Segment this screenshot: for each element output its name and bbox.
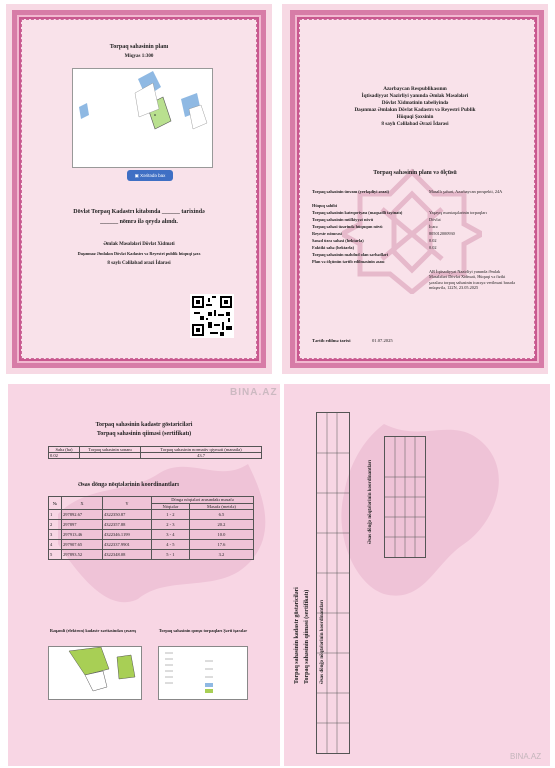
coords-title: Əsas döngə nöqtələrinin koordinantları <box>78 482 179 488</box>
header-line: Dövlət Xidmətinin tabeliyində <box>381 100 449 106</box>
table-row <box>49 540 254 550</box>
coords-header: Nöqtələr <box>152 503 190 510</box>
coords-cell: 20.2 <box>189 520 253 530</box>
table-row <box>49 550 254 560</box>
coords-cell: 2 <box>49 520 62 530</box>
registry-line-1: Dövlət Torpaq Kadastrı kitabında ______ tarixində <box>73 209 205 215</box>
side-table-grid <box>385 437 425 557</box>
coords-cell: 4 <box>49 540 62 550</box>
qr-code[interactable] <box>190 294 234 338</box>
page4-title-2: Torpaq sahəsinin qiiməsi (sertifikatı) <box>304 589 310 684</box>
field-value: Masallı şəhəri, Azərbaycan prospekti, 24A <box>429 189 503 194</box>
coords-cell: 4 - 5 <box>152 540 190 550</box>
field-label: Torpaq sahəsi üzərində hüququn növü <box>312 224 383 229</box>
registry-line-2: ______ nömrə ilə qeydə alındı. <box>100 219 178 225</box>
plan-map <box>72 68 213 168</box>
digital-map-drawing <box>49 647 141 699</box>
coords-cell: 10.0 <box>189 530 253 540</box>
header-line: 8 saylı Cəlilabad Ərazi İdarəsi <box>381 121 449 127</box>
coords-cell: 297893.52 <box>62 550 103 560</box>
coords-cell: 1 - 2 <box>152 510 190 520</box>
digital-map <box>48 646 142 700</box>
certificate-page-4 <box>284 384 550 766</box>
site-watermark: BINA.AZ <box>230 387 278 398</box>
plan-scale: Miqyas 1:300 <box>124 54 154 59</box>
coords-cell: 3 - 4 <box>152 530 190 540</box>
coords-header: Məsafə (metrlə) <box>189 503 253 510</box>
area-header: Torpaq sahəsinin normativ qiyməti (manatla) <box>141 447 262 453</box>
field-value: İcarə <box>429 224 438 229</box>
header-line: Daşınmaz Əmlakın Dövlət Kadastrı və Reyestri Publik <box>354 107 476 113</box>
view-map-label: Xəritədə bax <box>140 173 166 178</box>
field-value: 805012000930 <box>429 231 455 236</box>
plan-map-drawing <box>73 69 212 167</box>
signatory-line-3: 8 saylı Cəlilabad ərazi İdarəsi <box>107 261 171 266</box>
corner-watermark: BINA.AZ <box>510 752 542 761</box>
coords-cell: 297913.46 <box>62 530 103 540</box>
table-row <box>49 520 254 530</box>
field-value: Yaşayış məntəqələrinin torpaqları <box>429 210 487 215</box>
page-gap <box>0 377 555 380</box>
field-label: Torpaq sahəsinin ünvanı (yerləşdiyi ərazi) <box>312 189 389 194</box>
header-line: İqtisadiyyat Nazirliyi yanında Əmlak Məsələləri <box>361 93 469 99</box>
header-line: Azərbaycan Respublikasının <box>383 86 447 92</box>
certificate-page-1 <box>6 4 272 374</box>
area-header: Torpaq sahəsinin sonanı <box>80 447 141 453</box>
certificate-title: Torpaq sahəsinin qiiməsi (sertifikatı) <box>96 431 192 437</box>
coords-cell: 4322357.88 <box>103 520 152 530</box>
plan-title: Torpaq sahəsinin planı <box>109 44 169 50</box>
table-row <box>49 530 254 540</box>
signatory-line-2: Daşınmaz Əmlakın Dövlət Kadastrı və Reyestri publik hüquqi şəxs <box>77 251 201 256</box>
coords-cell: 4322348.08 <box>103 550 152 560</box>
legend-drawing <box>159 647 247 699</box>
issuer-header <box>302 86 528 128</box>
digital-map-label: Rəqəmli (elektron) kadastr xəritəsindən çıxarış <box>49 628 137 633</box>
coords-header: Y <box>103 497 152 510</box>
map-icon: ▣ <box>134 173 141 178</box>
coords-cell: 3 <box>49 530 62 540</box>
coords-cell: 5 - 1 <box>152 550 190 560</box>
date-value: 01.07.2025 <box>372 338 393 343</box>
side-title: Əsas dönğə nöqtələrinin koordinantları <box>368 459 373 544</box>
side-table <box>384 436 426 558</box>
field-label: Torpaq sahəsinin məhdud olan sərhədləri <box>312 252 389 257</box>
coords-cell: 297897 <box>62 520 103 530</box>
coords-cell: 3.2 <box>189 550 253 560</box>
section-title: Torpaq sahəsinin planı və ölçüsü <box>373 170 457 176</box>
coords-header: № <box>49 497 62 510</box>
table-row <box>49 510 254 520</box>
field-label: Plan və ölçünün tərtib edilməsinin əsası <box>312 259 385 264</box>
rotated-coords-table <box>316 412 350 754</box>
coords-cell: 297892.67 <box>62 510 103 520</box>
field-value: 0.02 <box>429 245 437 250</box>
header-line: Hüquqi Şəxsinin <box>396 114 434 120</box>
field-value: AR İqtisadiyyat Nazirliyi yanında Əmlak Məsələləri Dövlət Xidməti, Hüquqi və fiziki şəxslərə torpaq sahəsinin icarəyə verilməsi barədə müqavilə, 122N, 23.05.2025 <box>429 269 516 291</box>
rotated-table-grid <box>317 413 349 753</box>
coords-cell: 1 <box>49 510 62 520</box>
coords-cell: 4322346.1199 <box>103 530 152 540</box>
field-label: Torpaq sahəsinin kateqoriyası (məqsədli təyinatı) <box>312 210 403 215</box>
field-label: Reyestr nömrəsi <box>312 231 342 236</box>
coordinates-table <box>48 496 254 560</box>
cadastre-title: Torpaq sahəsinin kadastr göstəriciləri <box>95 422 193 428</box>
field-value: 0.02 <box>429 238 437 243</box>
field-label: Sənəd üzrə sahəsi (hektarla) <box>312 238 364 243</box>
coords-cell: 4322337.9901 <box>103 540 152 550</box>
coords-cell: 6.5 <box>189 510 253 520</box>
page4-title-1: Torpaq sahəsinin kadastr göstəriciləri <box>294 587 300 684</box>
field-label: Torpaq sahəsinin mülkiyyət növü <box>312 217 374 222</box>
coords-header: X <box>62 497 103 510</box>
field-label: Faktiki sahə (hektarla) <box>312 245 355 250</box>
field-label: Hüquq sahibi <box>312 203 337 208</box>
area-cell: 0.02 <box>49 453 80 459</box>
qr-code-icon <box>190 294 234 338</box>
certificate-page-2 <box>282 4 548 374</box>
coords-cell: 2 - 3 <box>152 520 190 530</box>
page4-subtitle: Əsas dönğə nöqtələrinin koordinantları <box>320 599 325 684</box>
view-map-button[interactable] <box>127 170 173 181</box>
area-header: Sahə (ha) <box>49 447 80 453</box>
coords-group-header: Döngə nöqtələri arasındakı məsafə <box>152 497 254 504</box>
area-cell: 43.7 <box>141 453 262 459</box>
coords-cell: 5 <box>49 550 62 560</box>
area-table <box>48 446 262 459</box>
neighbors-legend <box>158 646 248 700</box>
area-cell <box>80 453 141 459</box>
signatory-line-1: Əmlak Məsələləri Dövlət Xidməti <box>103 242 175 247</box>
coords-cell: 297907.65 <box>62 540 103 550</box>
field-value: Dövlət <box>429 217 441 222</box>
neighbors-label: Torpaq sahəsinin qonşu torpaqları Şərti işarələr <box>158 628 248 633</box>
certificate-page-3 <box>8 384 280 766</box>
coords-cell: 17.6 <box>189 540 253 550</box>
date-label: Tərtib edilmə tarixi <box>312 338 351 343</box>
coords-cell: 4322350.87 <box>103 510 152 520</box>
